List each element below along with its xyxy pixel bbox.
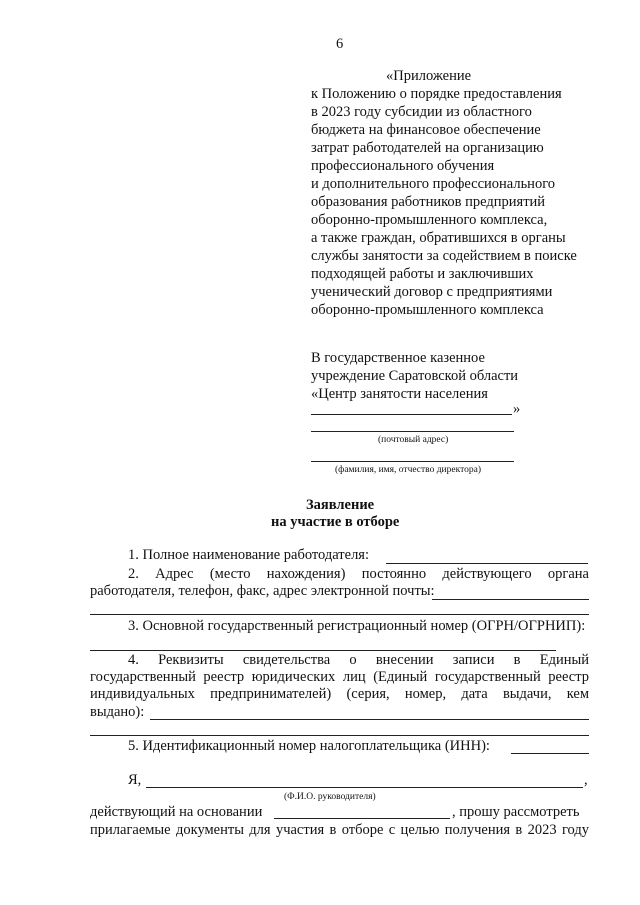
employer-address-field-1[interactable] [432,599,589,600]
basis-suffix: , прошу рассмотреть [452,804,580,820]
employer-name-field[interactable] [386,563,588,564]
director-name-caption: (фамилия, имя, отчество директора) [335,465,481,475]
addressee-line: В государственное казенное [311,350,485,366]
item-3-label: 3. Основной государственный регистрационный номер (ОГРН/ОГРНИП): [128,618,586,634]
inn-field[interactable] [511,753,589,754]
item-4-line-1: 4. Реквизиты свидетельства о внесении записи в Единый [128,652,589,668]
appendix-line: оборонно-промышленного комплекса [311,302,544,318]
appendix-line: к Положению о порядке предоставления [311,86,562,102]
appendix-line: бюджета на финансовое обеспечение [311,122,541,138]
postal-address-field[interactable] [311,431,514,432]
appendix-line: а также граждан, обратившихся в органы [311,230,566,246]
item-4-line-4: выдано): [90,704,145,720]
registry-certificate-field-1[interactable] [150,719,589,720]
head-fio-caption: (Ф.И.О. руководителя) [284,792,376,802]
addressee-line: «Центр занятости населения [311,386,488,402]
item-2-line-2: работодателя, телефон, факс, адрес электронной почты: [90,583,435,599]
item-2-line-1: 2. Адрес (место нахождения) постоянно действующего органа [128,566,589,582]
appendix-line: «Приложение [386,68,472,84]
appendix-line: затрат работодателей на организацию [311,140,544,156]
ogrn-field[interactable] [90,650,556,651]
declaration-ya: Я, [128,772,142,788]
item-4-line-2: государственный реестр юридических лиц (Единый государственный реестр [90,669,589,685]
item-4-line-3: индивидуальных предпринимателей) (серия, номер, дата выдачи, кем [90,686,589,702]
appendix-line: и дополнительного профессионального [311,176,556,192]
appendix-line: подходящей работы и заключивших [311,266,534,282]
center-name-field[interactable] [311,414,512,415]
appendix-line: службы занятости за содействием в поиске [311,248,577,264]
director-name-field[interactable] [311,461,514,462]
declaration-last-line: прилагаемые документы для участия в отборе с целью получения в 2023 году [90,822,589,838]
item-5-label: 5. Идентификационный номер налогоплательщика (ИНН): [128,738,490,754]
document-title: Заявление [306,497,375,513]
item-1-label: 1. Полное наименование работодателя: [128,547,370,563]
basis-field[interactable] [274,818,450,819]
appendix-line: в 2023 году субсидии из областного [311,104,532,120]
appendix-line: ученический договор с предприятиями [311,284,553,300]
document-subtitle: на участие в отборе [271,514,400,530]
appendix-line: образования работников предприятий [311,194,546,210]
appendix-line: оборонно-промышленного комплекса, [311,212,548,228]
page-number: 6 [336,36,344,52]
declaration-comma: , [584,772,588,788]
registry-certificate-field-2[interactable] [90,735,589,736]
employer-address-field-2[interactable] [90,614,589,615]
appendix-line: профессионального обучения [311,158,495,174]
addressee-line: учреждение Саратовской области [311,368,519,384]
head-fio-field[interactable] [146,787,583,788]
postal-address-caption: (почтовый адрес) [378,435,449,445]
closing-quote: » [513,401,521,417]
basis-prefix: действующий на основании [90,804,263,820]
